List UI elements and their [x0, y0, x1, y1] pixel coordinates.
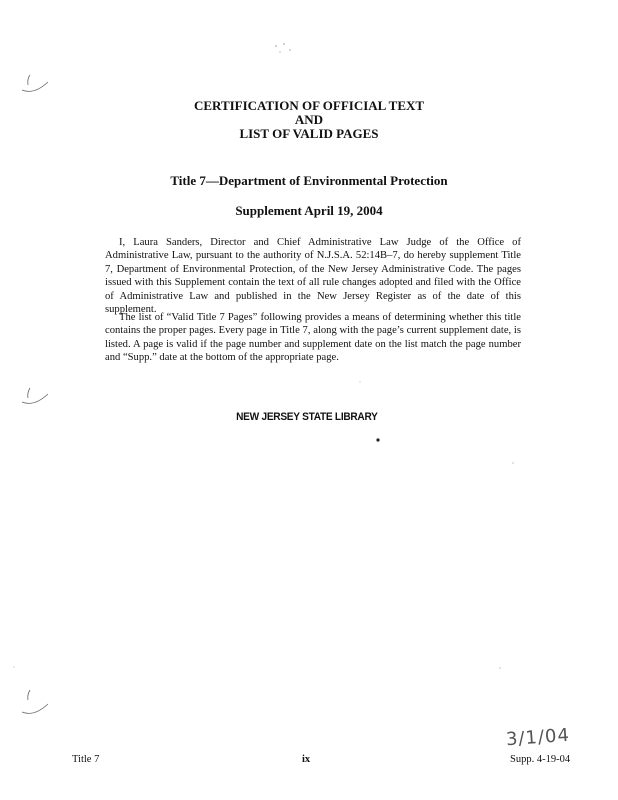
footer-supplement-date: Supp. 4-19-04	[510, 754, 571, 765]
heading-line-1: CERTIFICATION OF OFFICIAL TEXT	[193, 98, 425, 113]
title-line: Title 7—Department of Environmental Protection	[170, 173, 448, 188]
footer-page-number: ix	[302, 754, 311, 765]
hole-punch-mark-bottom-lower	[22, 704, 48, 713]
valid-pages-paragraph: The list of “Valid Title 7 Pages” following provides a means of determining whether this title contains the proper pages. Every page in Title 7, along with the page’s current supplement date, is listed. A page is valid if the page number and supplement date on the list match the page number and “Supp.” date at the bottom of the appropriate page.	[105, 312, 521, 364]
library-stamp: NEW JERSEY STATE LIBRARY	[236, 411, 378, 423]
hole-punch-mark-bottom	[28, 690, 30, 700]
heading-line-2: AND	[294, 112, 324, 127]
hole-punch-mark-top	[28, 75, 30, 85]
supplement-line: Supplement April 19, 2004	[235, 203, 383, 218]
hole-punch-mark-middle-lower	[22, 394, 48, 403]
footer-title: Title 7	[72, 754, 100, 765]
hole-punch-mark-top-lower	[22, 82, 48, 91]
heading-line-3: LIST OF VALID PAGES	[239, 126, 379, 141]
hole-punch-mark-middle	[28, 388, 30, 398]
certification-paragraph: I, Laura Sanders, Director and Chief Administrative Law Judge of the Office of Administrative Law, pursuant to the authority of N.J.S.A. 52:14B–7, do hereby supplement Title 7, Department of Environmental Protection, of the New Jersey Administrative Code. The pages issued with this Supplement contain the text of all rule changes adopted and filed with the Office of Administrative Law and published in the New Jersey Register as of the date of this supplement.	[105, 237, 521, 316]
handwritten-note: 3/1/04	[505, 724, 571, 751]
